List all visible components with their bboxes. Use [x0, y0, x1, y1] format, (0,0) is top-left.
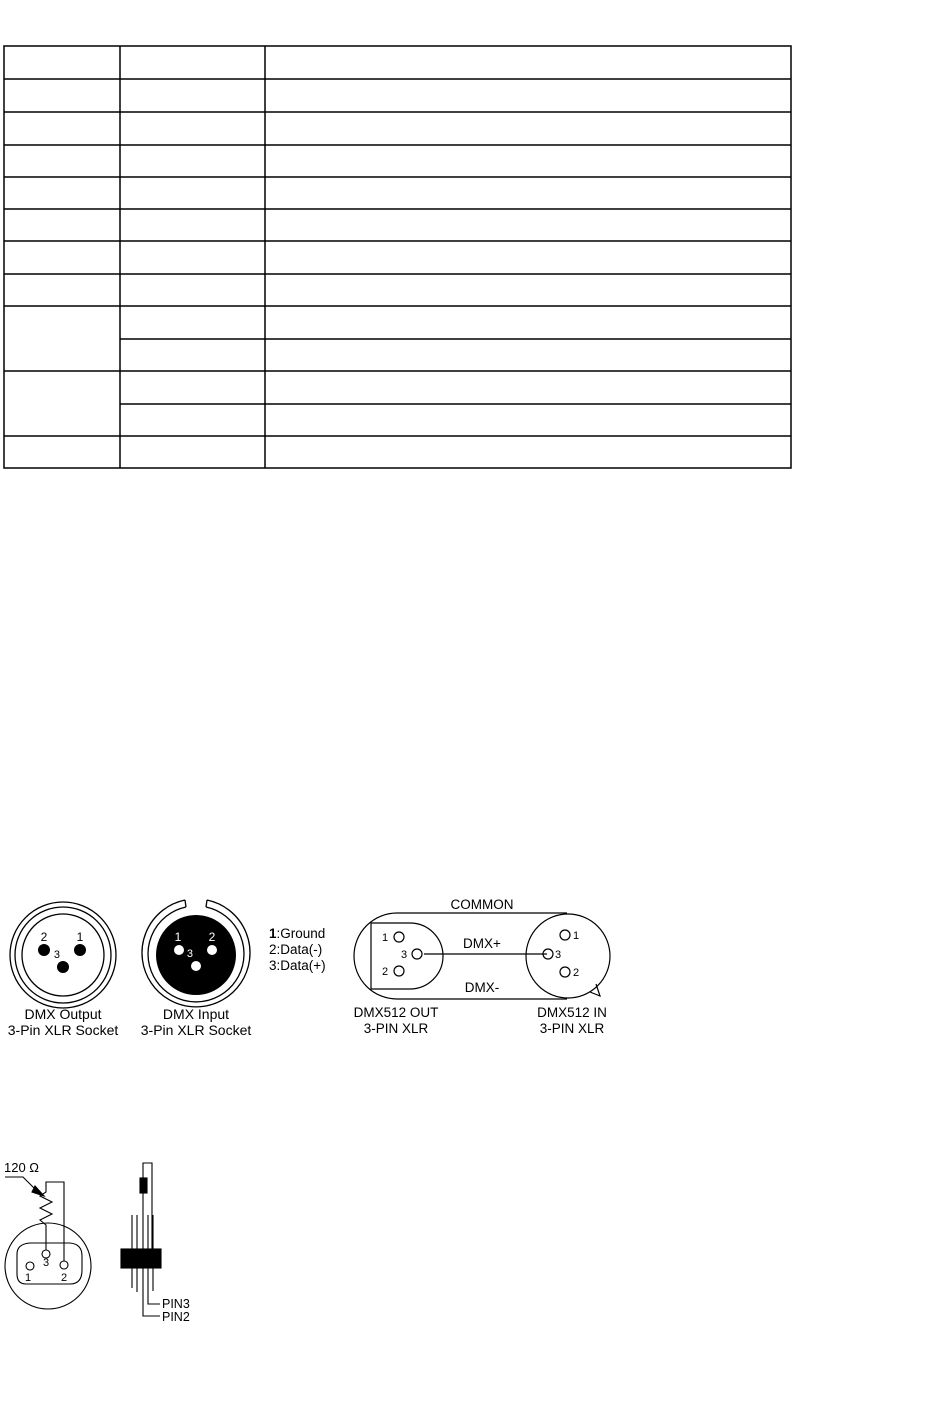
in-connector-notch: [590, 984, 600, 996]
pin-3-dot: [57, 961, 69, 973]
in-pin2-hole: [560, 967, 570, 977]
pin-label: 3: [186, 948, 193, 960]
pin-2-dot: [38, 944, 50, 956]
pin2-leader: [143, 1296, 160, 1316]
in-connector-body: [526, 914, 610, 998]
pin2-label: PIN2: [162, 1310, 190, 1324]
in-caption-line2: 3-PIN XLR: [539, 1021, 605, 1036]
pin-label: 2: [40, 930, 48, 944]
out-pin2-label: 2: [382, 966, 389, 978]
terminator-side-labels: [162, 1297, 190, 1324]
legend-line3: 3:Data(+): [269, 958, 326, 973]
output-caption-line1: DMX Output: [24, 1006, 102, 1022]
terminator-side-view: [121, 1163, 161, 1316]
pin-label: 1: [174, 930, 182, 944]
terminator-pin1-hole: [26, 1262, 34, 1270]
side-clamp-block: [121, 1249, 161, 1268]
legend-line1: [269, 926, 325, 941]
pin-label: 1: [76, 930, 84, 944]
out-caption-line2: 3-PIN XLR: [363, 1021, 429, 1036]
pin-1-dot: [74, 944, 86, 956]
in-pin3-label: 3: [555, 949, 562, 961]
resistor-value-label: 120 Ω: [4, 1160, 40, 1175]
resistor-arrow-icon: [32, 1186, 44, 1196]
output-caption-line2: 3-Pin XLR Socket: [7, 1022, 119, 1038]
input-caption-line1: DMX Input: [162, 1006, 230, 1022]
side-resistor-block: [140, 1178, 147, 1193]
out-caption-line1: DMX512 OUT: [353, 1005, 439, 1020]
pin3-leader: [148, 1296, 160, 1304]
terminator-pin1-label: 1: [25, 1272, 32, 1284]
dmx-minus-label: DMX-: [464, 980, 500, 995]
in-caption-line1: DMX512 IN: [537, 1005, 607, 1020]
terminator-plug-diagram: [5, 1177, 91, 1309]
dmx-plus-label: DMX+: [463, 936, 501, 951]
common-label: COMMON: [450, 897, 514, 912]
in-pin2-label: 2: [573, 967, 580, 979]
pin-label: 2: [208, 930, 216, 944]
out-pin3-label: 3: [401, 949, 408, 961]
resistor-wire: [40, 1182, 64, 1261]
terminator-pin3-label: 3: [43, 1257, 50, 1269]
terminator-labels: [4, 1160, 67, 1284]
out-pin1-label: 1: [382, 932, 389, 944]
legend-line1-num: 1: [269, 926, 277, 941]
pin3-label: PIN3: [162, 1297, 190, 1311]
out-pin3-hole: [412, 949, 422, 959]
pin-label: 3: [53, 949, 60, 961]
pin-1-dot: [174, 945, 184, 955]
spec-table: [4, 46, 791, 468]
pin-2-dot: [207, 945, 217, 955]
legend-line1-text: :Ground: [276, 926, 326, 941]
dmx-cable-labels: [354, 897, 607, 1036]
in-pin1-hole: [560, 930, 570, 940]
terminator-pin2-hole: [60, 1261, 68, 1269]
terminator-pin2-label: 2: [61, 1272, 68, 1284]
dmx-input-socket: [141, 900, 252, 1038]
dmx-output-socket: [8, 902, 119, 1038]
out-connector-left-arc: [354, 913, 397, 999]
input-caption-line2: 3-Pin XLR Socket: [140, 1022, 252, 1038]
out-pin2-hole: [394, 966, 404, 976]
pin-legend: [269, 926, 326, 973]
in-pin1-label: 1: [573, 930, 580, 942]
out-pin1-hole: [394, 932, 404, 942]
pin-3-dot: [191, 961, 201, 971]
legend-line2: 2:Data(-): [269, 942, 323, 957]
